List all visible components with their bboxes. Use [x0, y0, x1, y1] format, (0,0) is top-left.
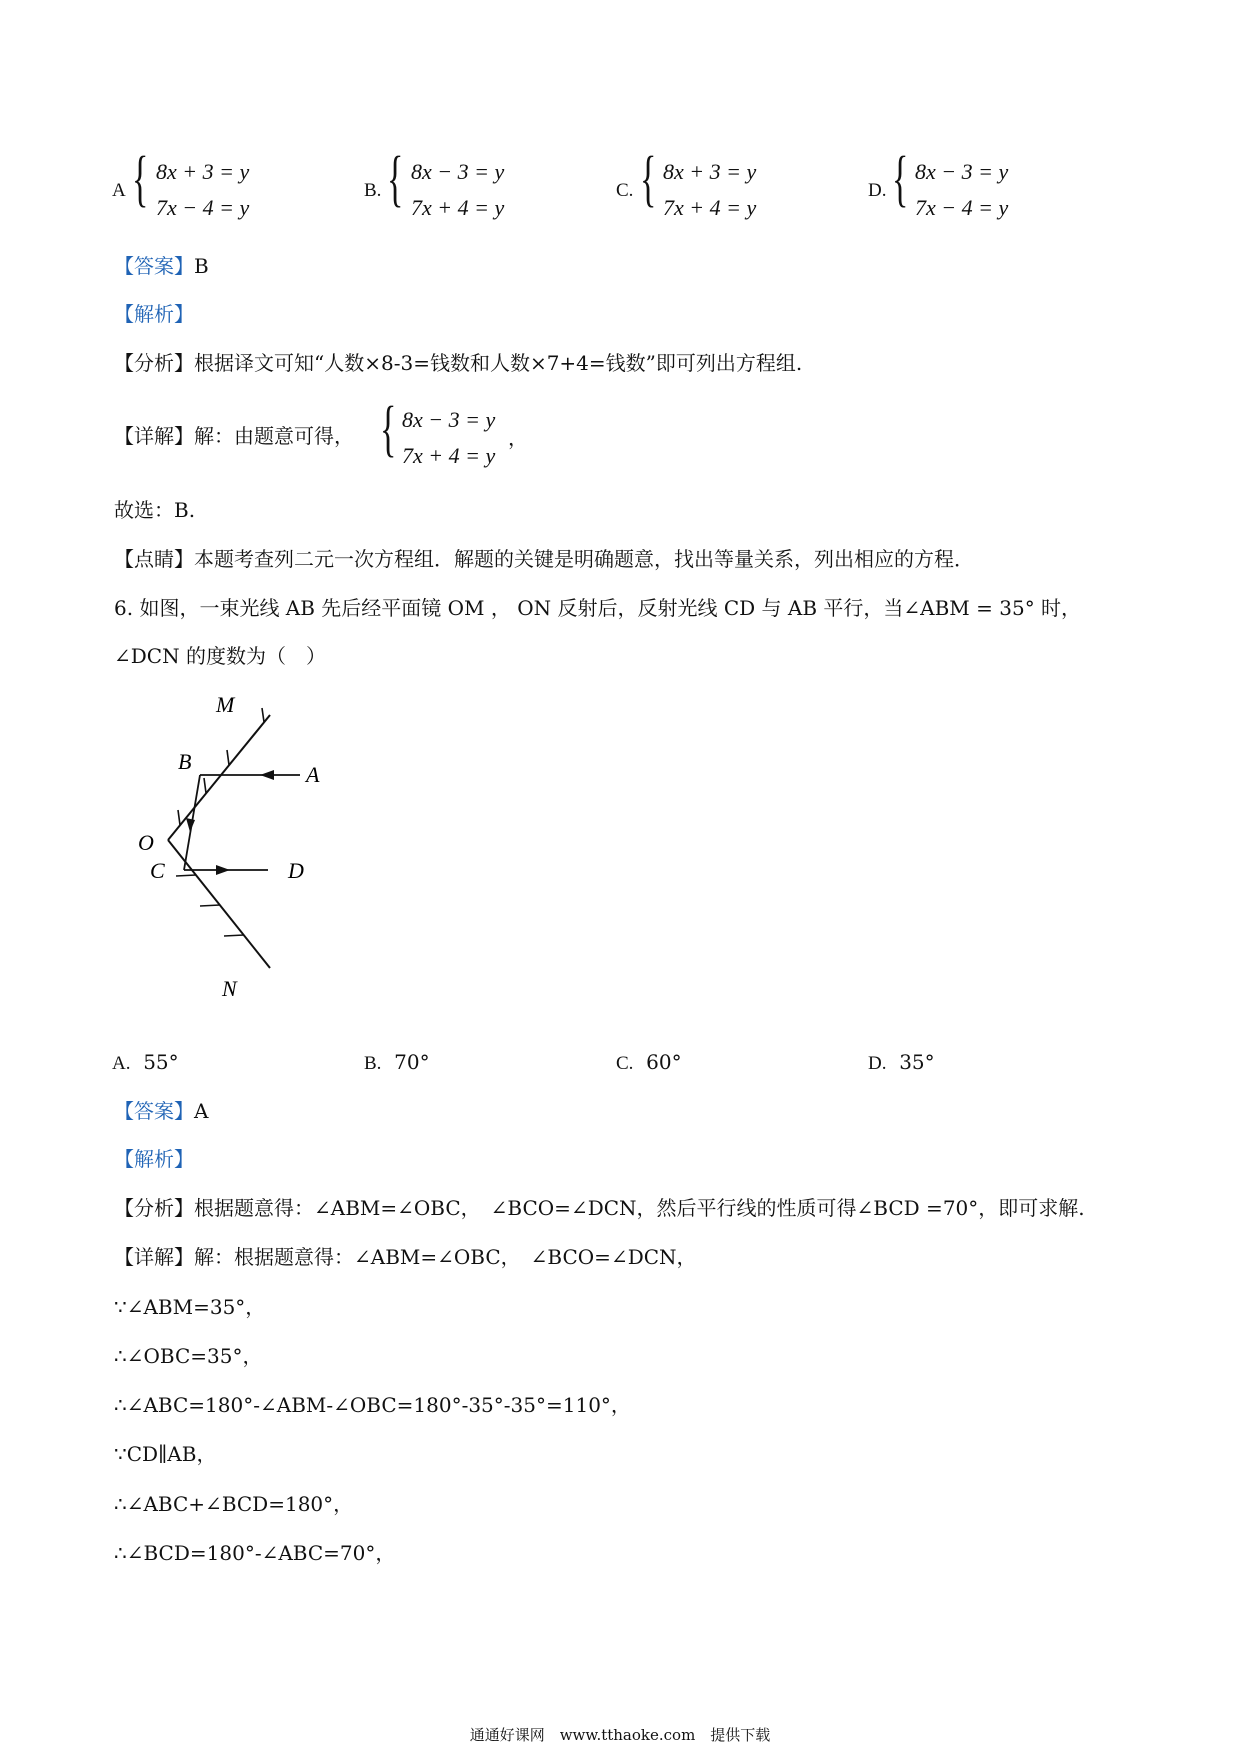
q6-fenxi-text: 根据题意得：∠ABM=∠OBC， ∠BCO=∠DCN，然后平行线的性质可得∠BCD =70°，即可求解. [194, 1196, 1085, 1220]
q6-analysis-tag-line [114, 1145, 194, 1173]
q6-stem-line1: 6. 如图，一束光线 AB 先后经平面镜 OM ， ON 反射后，反射光线 CD 与 AB 平行，当∠ABM = 35° 时， [114, 596, 1082, 620]
q6-option-d-label: D. [868, 1053, 887, 1074]
q5-fenxi-line [114, 349, 802, 377]
q5-option-a-eq2: 7x − 4 = y [156, 195, 250, 220]
q6-option-a-value: 55° [143, 1050, 179, 1074]
q6-option-c-value: 60° [646, 1050, 682, 1074]
label-a: A [306, 762, 320, 787]
q6-option-a [112, 1048, 179, 1078]
q6-option-c [616, 1048, 682, 1078]
q6-option-b-value: 70° [394, 1050, 430, 1074]
q5-detail-comma: ， [508, 426, 528, 450]
q5-option-b-eq2: 7x + 4 = y [411, 195, 505, 220]
q5-choose: 故选：B. [114, 498, 196, 522]
q6-answer-line [114, 1097, 208, 1125]
ray-ab-arrow [260, 770, 274, 780]
q5-option-a-label: A [112, 180, 126, 201]
q5-option-c-brace: { [640, 145, 657, 213]
q6-step-6: ∴∠BCD=180°-∠ABC=70°， [114, 1541, 396, 1565]
q6-option-b-label: B. [364, 1053, 382, 1074]
q5-option-b-brace: { [387, 145, 404, 213]
q5-option-d-eq1: 8x − 3 = y [915, 159, 1009, 184]
q5-option-c-system [663, 154, 756, 226]
q5-dianjing-tag: 【点睛】 [114, 547, 194, 571]
q6-step-2: ∴∠OBC=35°， [114, 1344, 263, 1368]
q5-detail-eq2: 7x + 4 = y [402, 443, 496, 468]
q5-fenxi-text: 根据译文可知“人数×8-3=钱数和人数×7+4=钱数”即可列出方程组. [194, 351, 803, 375]
q5-detail-eq1: 8x − 3 = y [402, 407, 496, 432]
q5-option-c-eq1: 8x + 3 = y [663, 159, 757, 184]
q5-option-d-eq2: 7x − 4 = y [915, 195, 1009, 220]
q6-answer-tag: 【答案】 [114, 1099, 194, 1123]
q5-analysis-tag: 【解析】 [114, 302, 194, 326]
q6-detail-text: 解：根据题意得：∠ABM=∠OBC， ∠BCO=∠DCN， [194, 1245, 697, 1269]
q5-option-b-system [411, 154, 504, 226]
q6-detail-tag: 【详解】 [114, 1245, 194, 1269]
q5-detail-line [114, 422, 354, 450]
label-c: C [150, 858, 165, 883]
q5-option-b-label: B. [364, 180, 382, 201]
q6-answer: A [194, 1099, 209, 1123]
q5-answer-tag: 【答案】 [114, 254, 194, 278]
ray-cd-arrow [216, 865, 230, 875]
mirror-on [168, 840, 270, 968]
q6-detail-line [114, 1243, 697, 1271]
q5-dianjing-line [114, 545, 974, 573]
q5-detail-tag: 【详解】 [114, 424, 194, 448]
q5-option-a-eq1: 8x + 3 = y [156, 159, 250, 184]
q6-option-d [868, 1048, 935, 1078]
mirror-om [168, 715, 270, 840]
q5-dianjing-text: 本题考查列二元一次方程组．解题的关键是明确题意，找出等量关系，列出相应的方程． [194, 547, 974, 571]
q5-detail-brace: { [380, 395, 397, 463]
q6-option-c-label: C. [616, 1053, 634, 1074]
q6-figure [120, 690, 380, 1020]
label-d: D [288, 858, 304, 883]
q5-option-a-system [156, 154, 249, 226]
q6-step-4: ∵CD∥AB， [114, 1442, 217, 1466]
q5-answer-line [114, 252, 209, 280]
q5-fenxi-tag: 【分析】 [114, 351, 194, 375]
q6-analysis-tag: 【解析】 [114, 1147, 194, 1171]
q6-step-3: ∴∠ABC=180°-∠ABM-∠OBC=180°-35°-35°=110°， [114, 1393, 631, 1417]
q5-option-c-label: C. [616, 180, 634, 201]
q5-detail-text: 解：由题意可得， [194, 424, 354, 448]
q5-option-d-label: D. [868, 180, 887, 201]
q6-option-d-value: 35° [899, 1050, 935, 1074]
q5-option-d-brace: { [892, 145, 909, 213]
q6-stem-line2: ∠DCN 的度数为（ ） [114, 644, 326, 668]
q5-option-b-eq1: 8x − 3 = y [411, 159, 505, 184]
q6-option-b [364, 1048, 430, 1078]
q5-analysis-tag-line [114, 300, 194, 328]
q5-option-a-brace: { [132, 145, 149, 213]
q5-detail-system [402, 402, 495, 474]
label-m: M [216, 692, 235, 717]
page-footer: 通通好课网 www.tthaoke.com 提供下载 [469, 1726, 771, 1744]
q6-step-5: ∴∠ABC+∠BCD=180°， [114, 1492, 354, 1516]
label-o: O [138, 830, 154, 855]
label-n: N [222, 976, 237, 1001]
q6-option-a-label: A. [112, 1053, 131, 1074]
mirror-on-hatching [176, 875, 244, 936]
q5-answer: B [194, 254, 209, 278]
q5-option-c-eq2: 7x + 4 = y [663, 195, 757, 220]
q5-option-d-system [915, 154, 1008, 226]
q6-fenxi-line [114, 1194, 1085, 1222]
q6-fenxi-tag: 【分析】 [114, 1196, 194, 1220]
q6-step-1: ∵∠ABM=35°， [114, 1295, 266, 1319]
ray-bc-arrow [186, 818, 195, 832]
label-b: B [178, 749, 192, 774]
